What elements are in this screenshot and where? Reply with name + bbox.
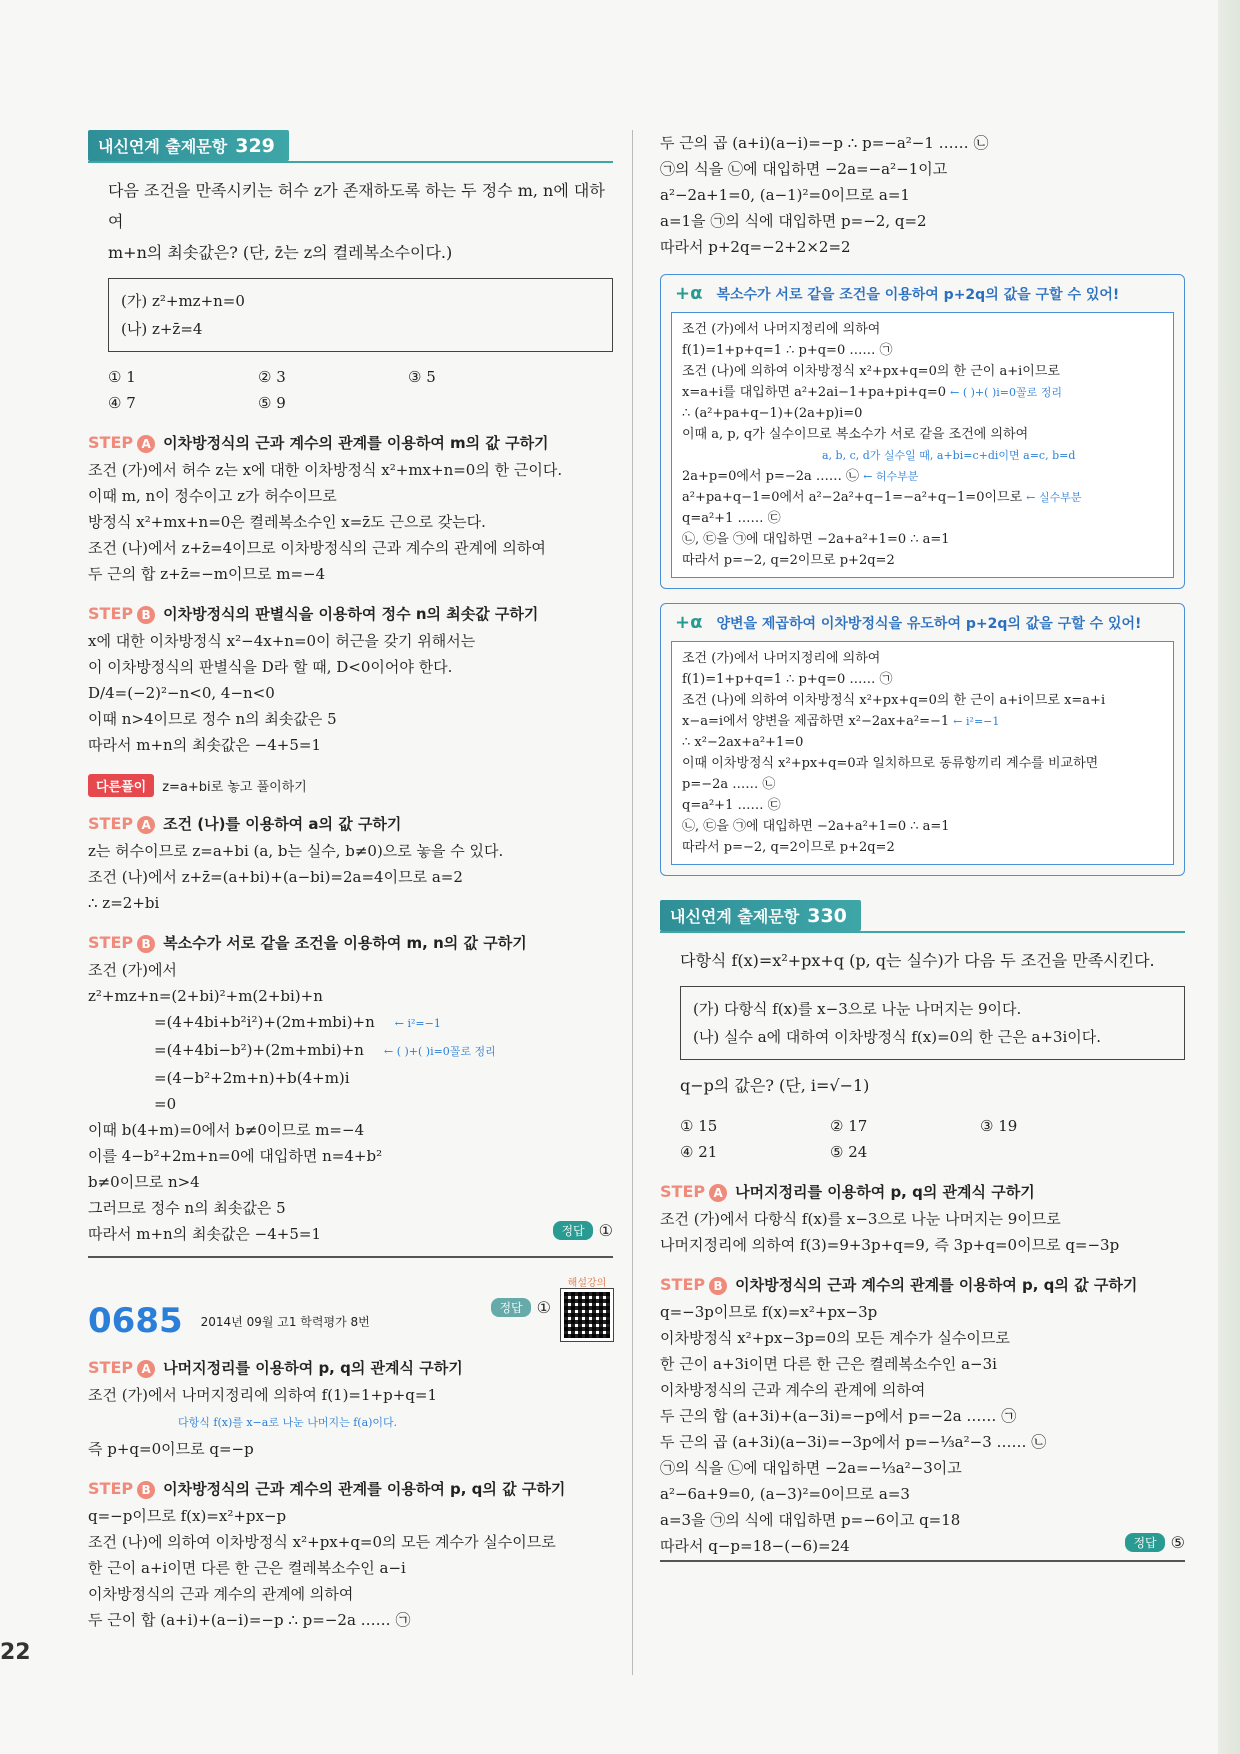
solution-line: x에 대한 이차방정식 x²−4x+n=0이 허근을 갖기 위해서는: [88, 632, 476, 650]
condition-box: [680, 986, 1185, 1060]
p685-step-b-heading: [88, 1478, 613, 1499]
solution-line: 따라서 m+n의 최솟값은 −4+5=1: [88, 1225, 322, 1243]
answer-pill: 정답: [553, 1221, 592, 1240]
solution-line: 두 근이 합 (a+i)+(a−i)=−p ∴ p=−2a …… ㉠: [88, 1611, 411, 1629]
solution-line: a=1을 ㉠의 식에 대입하면 p=−2, q=2: [660, 212, 927, 230]
answer-value: ①: [536, 1298, 551, 1317]
problem-number: 0685: [88, 1301, 183, 1341]
alt-step-b-heading: [88, 932, 613, 953]
p685-step-a-heading: [88, 1357, 613, 1378]
step-b-heading: [660, 1274, 1185, 1295]
solution-line: D/4=(−2)²−n<0, 4−n<0: [88, 684, 275, 702]
step-title: 복소수가 서로 같을 조건을 이용하여 m, n의 값 구하기: [163, 934, 527, 952]
choice: ③ 19: [980, 1117, 1018, 1135]
step-tag: STEP: [88, 1358, 134, 1377]
step-title: 나머지정리를 이용하여 p, q의 관계식 구하기: [735, 1183, 1035, 1201]
solution-line: 이 이차방정식의 판별식을 D라 할 때, D<0이어야 한다.: [88, 658, 453, 676]
solution-line: 따라서 m+n의 최솟값은 −4+5=1: [88, 736, 322, 754]
condition-line: (가) z²+mz+n=0: [121, 292, 245, 310]
solution-line: q=−3p이므로 f(x)=x²+px−3p: [660, 1303, 878, 1321]
solution-line: b≠0이므로 n>4: [88, 1173, 200, 1191]
alt-badge: 다른풀이: [88, 774, 154, 797]
tip-line: 2a+p=0에서 p=−2a …… ㉡ ← 허수부분: [682, 469, 919, 484]
side-note: 다항식 f(x)를 x−a로 나눈 나머지는 f(a)이다.: [178, 1416, 398, 1429]
tip-line: 이때 a, p, q가 실수이므로 복소수가 서로 같을 조건에 의하여: [682, 427, 1029, 442]
step-tag: STEP: [660, 1275, 706, 1294]
tip-line: ∴ (a²+pa+q−1)+(2a+p)i=0: [682, 406, 863, 421]
answer-pill: 정답: [491, 1298, 530, 1317]
tip-line: 따라서 p=−2, q=2이므로 p+2q=2: [682, 553, 895, 568]
solution-line: 조건 (가)에서 허수 z는 x에 대한 이차방정식 x²+mx+n=0의 한 근이다.: [88, 461, 563, 479]
solution-line: 조건 (나)에서 z+z̄=(a+bi)+(a−bi)=2a=4이므로 a=2: [88, 868, 463, 886]
tip-line: 조건 (나)에 의하여 이차방정식 x²+px+q=0의 한 근이 a+i이므로 x=a+i: [682, 693, 1106, 708]
video-label: 해설강의: [567, 1278, 607, 1289]
tip-heading: [661, 275, 1184, 312]
solution-line: ∴ z=2+bi: [88, 894, 160, 912]
step-title: 이차방정식의 근과 계수의 관계를 이용하여 p, q의 값 구하기: [735, 1276, 1138, 1294]
page-edge: [1218, 0, 1240, 1754]
step-tag: STEP: [88, 814, 134, 833]
tip-line: f(1)=1+p+q=1 ∴ p+q=0 …… ㉠: [682, 672, 893, 687]
tip-line: 조건 (나)에 의하여 이차방정식 x²+px+q=0의 한 근이 a+i이므로: [682, 364, 1060, 379]
side-note: ← ( )+( )i=0꼴로 정리: [383, 1045, 496, 1058]
answer-choices: [108, 364, 613, 416]
answer-value: ①: [598, 1221, 613, 1240]
solution-line: z²+mz+n=(2+bi)²+m(2+bi)+n: [88, 987, 323, 1005]
tip-body: [671, 312, 1174, 578]
condition-box: [108, 278, 613, 352]
alt-title: z=a+bi로 놓고 풀이하기: [162, 780, 307, 795]
step-title: 이차방정식의 판별식을 이용하여 정수 n의 최솟값 구하기: [163, 605, 539, 623]
step-tag: STEP: [88, 933, 134, 952]
solution-line: 이차방정식의 근과 계수의 관계에 의하여: [88, 1585, 354, 1603]
tip-line: ∴ x²−2ax+a²+1=0: [682, 735, 804, 750]
solution-line: 조건 (가)에서 다항식 f(x)를 x−3으로 나눈 나머지는 9이므로: [660, 1210, 1061, 1228]
step-tag: STEP: [88, 433, 134, 452]
solution-line: 한 근이 a+i이면 다른 한 근은 켤레복소수인 a−i: [88, 1559, 406, 1577]
tip-line: q=a²+1 …… ㉢: [682, 798, 781, 813]
section-header: [88, 130, 289, 161]
step-title: 조건 (나)를 이용하여 a의 값 구하기: [163, 815, 402, 833]
tip-line: ㉡, ㉢을 ㉠에 대입하면 −2a+a²+1=0 ∴ a=1: [682, 532, 950, 547]
step-tag: STEP: [660, 1182, 706, 1201]
step-b-heading: [88, 603, 613, 624]
tip-line: 조건 (가)에서 나머지정리에 의하여: [682, 651, 881, 666]
tip-line: p=−2a …… ㉡: [682, 777, 776, 792]
step-badge: B: [137, 1481, 155, 1499]
solution-line: 조건 (가)에서 나머지정리에 의하여 f(1)=1+p+q=1: [88, 1386, 438, 1404]
section-rule: [88, 1256, 613, 1258]
solution-line: 조건 (나)에서 z+z̄=4이므로 이차방정식의 근과 계수의 관계에 의하여: [88, 539, 546, 557]
solution-line: 이때 b(4+m)=0에서 b≠0이므로 m=−4: [88, 1121, 365, 1139]
step-badge: B: [137, 935, 155, 953]
solution-line: q=−p이므로 f(x)=x²+px−p: [88, 1507, 287, 1525]
tip-box-2: [660, 603, 1185, 876]
solution-line: 따라서 q−p=18−(−6)=24: [660, 1537, 850, 1555]
tip-line: a²+pa+q−1=0에서 a²−2a²+q−1=−a²+q−1=0이므로 ← 실수부분: [682, 490, 1082, 505]
condition-line: (나) 실수 a에 대하여 이차방정식 f(x)=0의 한 근은 a+3i이다.: [693, 1028, 1102, 1046]
tip-box-1: [660, 274, 1185, 589]
step-badge: A: [709, 1184, 727, 1202]
solution-line: a²−6a+9=0, (a−3)²=0이므로 a=3: [660, 1485, 910, 1503]
question-line: q−p의 값은? (단, i=√−1): [680, 1076, 870, 1095]
header-label: 내신연계 출제문항: [670, 907, 800, 926]
problem-329-header: [88, 130, 613, 163]
solution-line: 조건 (나)에 의하여 이차방정식 x²+px+q=0의 모든 계수가 실수이므로: [88, 1533, 556, 1551]
left-column: [88, 130, 613, 1633]
solution-line: a=3을 ㉠의 식에 대입하면 p=−6이고 q=18: [660, 1511, 961, 1529]
step-tag: STEP: [88, 604, 134, 623]
condition-line: (나) z+z̄=4: [121, 320, 203, 338]
choice: ① 15: [680, 1117, 718, 1135]
step-badge: B: [137, 606, 155, 624]
right-column: [660, 130, 1185, 1578]
solution-line: 두 근의 합 z+z̄=−m이므로 m=−4: [88, 565, 326, 583]
plus-alpha-icon: +α: [675, 612, 703, 633]
expansion: =(4+4bi+b²i²)+(2m+mbi)+n: [154, 1013, 375, 1031]
choice: ② 3: [258, 368, 286, 386]
choice: ① 1: [108, 368, 136, 386]
expansion: =0: [154, 1095, 177, 1113]
tip-title: 양변을 제곱하여 이차방정식을 유도하여 p+2q의 값을 구할 수 있어!: [716, 615, 1142, 632]
alt-step-a-heading: [88, 813, 613, 834]
solution-line: 두 근의 합 (a+3i)+(a−3i)=−p에서 p=−2a …… ㉠: [660, 1407, 1017, 1425]
question-text: [680, 945, 1185, 976]
solution-line: 이차방정식 x²+px−3p=0의 모든 계수가 실수이므로: [660, 1329, 1010, 1347]
tip-heading: [661, 604, 1184, 641]
solution-line: 이차방정식의 근과 계수의 관계에 의하여: [660, 1381, 926, 1399]
tip-title: 복소수가 서로 같을 조건을 이용하여 p+2q의 값을 구할 수 있어!: [716, 286, 1120, 303]
plus-alpha-icon: +α: [675, 283, 703, 304]
question-line: m+n의 최솟값은? (단, z̄는 z의 켤레복소수이다.): [108, 243, 453, 262]
choice: ⑤ 9: [258, 394, 286, 412]
solution-line: 이를 4−b²+2m+n=0에 대입하면 n=4+b²: [88, 1147, 383, 1165]
section-header: [660, 900, 861, 931]
step-title: 이차방정식의 근과 계수의 관계를 이용하여 m의 값 구하기: [163, 434, 549, 452]
problem-330-header: [660, 900, 1185, 933]
step-a-heading: [88, 432, 613, 453]
step-badge: B: [709, 1277, 727, 1295]
solution-line: [88, 1037, 613, 1065]
tip-line: x−a=i에서 양변을 제곱하면 x²−2ax+a²=−1 ← i²=−1: [682, 714, 1000, 729]
tip-line: q=a²+1 …… ㉢: [682, 511, 781, 526]
solution-line: 조건 (가)에서: [88, 961, 177, 979]
tip-body: [671, 641, 1174, 865]
answer-value: ⑤: [1170, 1533, 1185, 1552]
step-title: 이차방정식의 근과 계수의 관계를 이용하여 p, q의 값 구하기: [163, 1480, 566, 1498]
solution-line: [88, 1065, 613, 1091]
choice: ④ 21: [680, 1143, 718, 1161]
question-text: [108, 175, 613, 268]
question-line: 다음 조건을 만족시키는 허수 z가 존재하도록 하는 두 정수 m, n에 대하여: [108, 181, 605, 231]
solution-line: 두 근의 곱 (a+3i)(a−3i)=−3p에서 p=−⅓a²−3 …… ㉡: [660, 1433, 1047, 1451]
solution-line: 이때 m, n이 정수이고 z가 허수이므로: [88, 487, 337, 505]
column-divider: [632, 130, 633, 1675]
tip-line: 조건 (가)에서 나머지정리에 의하여: [682, 322, 881, 337]
answer-pill: 정답: [1125, 1533, 1164, 1552]
header-number: 330: [807, 904, 847, 927]
solution-line: 나머지정리에 의하여 f(3)=9+3p+q=9, 즉 3p+q=0이므로 q=−3p: [660, 1236, 1120, 1254]
tip-line: 이때 이차방정식 x²+px+q=0과 일치하므로 동류항끼리 계수를 비교하면: [682, 756, 1099, 771]
step-tag: STEP: [88, 1479, 134, 1498]
solution-line: z는 허수이므로 z=a+bi (a, b는 실수, b≠0)으로 놓을 수 있다.: [88, 842, 504, 860]
tip-line: ㉡, ㉢을 ㉠에 대입하면 −2a+a²+1=0 ∴ a=1: [682, 819, 950, 834]
qr-code-icon[interactable]: [561, 1289, 613, 1341]
step-title: 나머지정리를 이용하여 p, q의 관계식 구하기: [163, 1359, 463, 1377]
choice: ③ 5: [408, 368, 436, 386]
solution-line: 두 근의 곱 (a+i)(a−i)=−p ∴ p=−a²−1 …… ㉡: [660, 134, 989, 152]
solution-line: ㉠의 식을 ㉡에 대입하면 −2a=−a²−1이고: [660, 160, 948, 178]
solution-line: [88, 1091, 613, 1117]
tip-line: x=a+i를 대입하면 a²+2ai−1+pa+pi+q=0 ← ( )+( )i=0꼴로 정리: [682, 385, 1062, 400]
answer-choices: [680, 1113, 1185, 1165]
solution-line: 따라서 p+2q=−2+2×2=2: [660, 238, 851, 256]
problem-0685-header: [88, 1274, 613, 1341]
solution-line: [88, 1009, 613, 1037]
solution-line: ㉠의 식을 ㉡에 대입하면 −2a=−⅓a²−3이고: [660, 1459, 962, 1477]
step-badge: A: [137, 435, 155, 453]
solution-line: 한 근이 a+3i이면 다른 한 근은 켤레복소수인 a−3i: [660, 1355, 997, 1373]
solution-line: 이때 n>4이므로 정수 n의 최솟값은 5: [88, 710, 337, 728]
question-line: 다항식 f(x)=x²+px+q (p, q는 실수)가 다음 두 조건을 만족시킨다.: [680, 951, 1155, 970]
expansion: =(4+4bi−b²)+(2m+mbi)+n: [154, 1041, 364, 1059]
choice: ② 17: [830, 1117, 868, 1135]
step-badge: A: [137, 816, 155, 834]
side-note: ← i²=−1: [394, 1017, 441, 1030]
step-a-heading: [660, 1181, 1185, 1202]
choice: ④ 7: [108, 394, 136, 412]
header-label: 내신연계 출제문항: [98, 137, 228, 156]
tip-line: f(1)=1+p+q=1 ∴ p+q=0 …… ㉠: [682, 343, 893, 358]
problem-source: 2014년 09월 고1 학력평가 8번: [200, 1314, 370, 1329]
condition-line: (가) 다항식 f(x)를 x−3으로 나눈 나머지는 9이다.: [693, 1000, 1022, 1018]
tip-line: 따라서 p=−2, q=2이므로 p+2q=2: [682, 840, 895, 855]
tip-line: a, b, c, d가 실수일 때, a+bi=c+di이면 a=c, b=d: [822, 449, 1076, 462]
expansion: =(4−b²+2m+n)+b(4+m)i: [154, 1069, 350, 1087]
choice: ⑤ 24: [830, 1143, 868, 1161]
alternative-solution-heading: [88, 774, 613, 797]
section-rule: [660, 1560, 1185, 1562]
page-number: 22: [0, 1640, 31, 1665]
step-badge: A: [137, 1360, 155, 1378]
solution-line: 그러므로 정수 n의 최솟값은 5: [88, 1199, 286, 1217]
header-number: 329: [235, 134, 275, 157]
solution-line: 즉 p+q=0이므로 q=−p: [88, 1440, 254, 1458]
solution-line: a²−2a+1=0, (a−1)²=0이므로 a=1: [660, 186, 910, 204]
solution-line: 방정식 x²+mx+n=0은 켤레복소수인 x=z̄도 근으로 갖는다.: [88, 513, 486, 531]
